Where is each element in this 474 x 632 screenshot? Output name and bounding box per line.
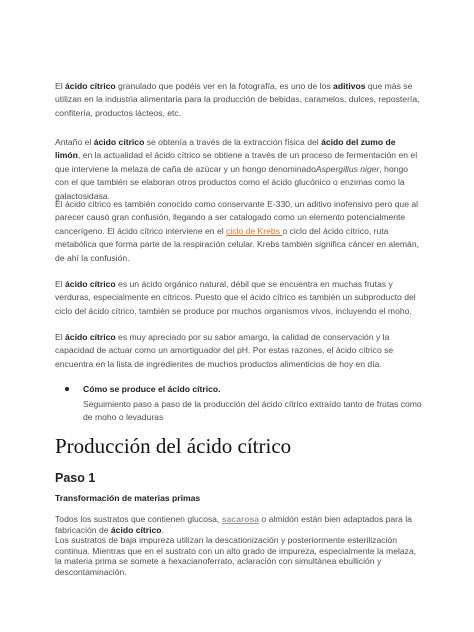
text-run: El ácido cítrico es también conocido como conservante E-330, un aditivo inofensivo pero que al parecer causó gran confusión, llegando a ser catalogado como un elemento potencialmente cancerígeno. El ácido cítrico interviene en el — [55, 199, 419, 236]
paragraph-e330 — [55, 198, 421, 265]
text-run: se obtenía a través de la extracción física del — [144, 137, 322, 147]
bullet-dot-icon — [65, 387, 69, 391]
paragraph-raw-materials — [55, 514, 425, 578]
text-run: o ciclo del ácido cítrico, ruta metabólica que forma parte de la respiración celular. Krebs también significa cáncer en alemán, de ahí la confusión. — [55, 225, 419, 263]
text-run: El — [55, 81, 66, 91]
step-heading: Paso 1 — [55, 471, 96, 485]
bold-term: ácido del zumo de limón — [55, 137, 396, 161]
paragraph-natural-acid — [55, 278, 421, 318]
bold-term: ácido cítrico — [93, 137, 145, 147]
paragraph-intro — [55, 80, 421, 120]
bold-term: aditivos — [333, 81, 366, 91]
text-run: , en la actualidad el ácido cítrico se obtiene a través de un proceso de fermentación en el que interviene la melaza de caña de azúcar y un hongo denominado — [55, 150, 418, 174]
text-run: Los sustratos de baja impureza utilizan la descationización y posteriormente esterilización continua. Mientras que en el sustrato con un alto grado de impureza, especialmente la melaza, la materia prima se somete a hexacianoferrato, aclaración con simultánea ebullición y descontaminación. — [55, 535, 417, 577]
text-run: , hongo con el que también se elaboran otros productos como el ácido glucónico o enzimas como la galactosidasa. — [55, 163, 409, 201]
sub-heading: Transformación de materias primas — [55, 493, 201, 503]
text-run: Antaño el — [55, 137, 94, 147]
bold-term: ácido cítrico — [110, 524, 162, 535]
bold-term: ácido cítrico — [65, 332, 116, 342]
bullet-description: Seguimiento paso a paso de la producción del ácido cítrico extraído tanto de frutas como de moho o levaduras — [83, 399, 422, 423]
text-run: es un ácido orgánico natural, débil que se encuentra en muchas frutas y verduras, especialmente en cítricos. Puesto que el ácido cítrico es también un subproducto del ciclo del ácido cítrico, también se produce por muchos organismos vivos, incluyendo el moho. — [55, 279, 416, 316]
bullet-title: Cómo se produce el ácido cítrico. — [83, 384, 221, 394]
text-run: El — [55, 332, 66, 342]
bold-term: ácido cítrico — [65, 279, 116, 289]
bold-term: ácido cítrico — [65, 81, 116, 91]
sucrose-link[interactable]: sacarosa — [221, 514, 260, 524]
paragraph-history — [55, 136, 421, 203]
text-run: granulado que podéis ver en la fotografía, es uno de los — [115, 81, 334, 91]
text-run: El — [55, 279, 66, 289]
text-run: Todos los sustratos que contienen glucosa, — [55, 514, 222, 524]
paragraph-flavor — [55, 331, 421, 371]
section-heading: Producción del ácido cítrico — [55, 434, 292, 458]
text-run: o almidón están bien adaptados para la fabricación de — [55, 514, 412, 535]
text-run: que más se utilizan en la industria alimentaria para la producción de bebidas, caramelos, dulces, repostería, confitería, productos lácteos, etc. — [55, 81, 420, 118]
text-run: es muy apreciado por su sabor amargo, la calidad de conservación y la capacidad de actuar como un amortiguador del pH. Por estas razones, el ácido cítrico se encuentra en la lista de ingredientes de muchos productos alimenticios de hoy en día. — [55, 332, 394, 369]
krebs-cycle-link[interactable]: ciclo de Krebs — [226, 225, 283, 236]
text-run: . — [161, 524, 164, 535]
italic-term: Aspergillus niger — [315, 163, 380, 174]
